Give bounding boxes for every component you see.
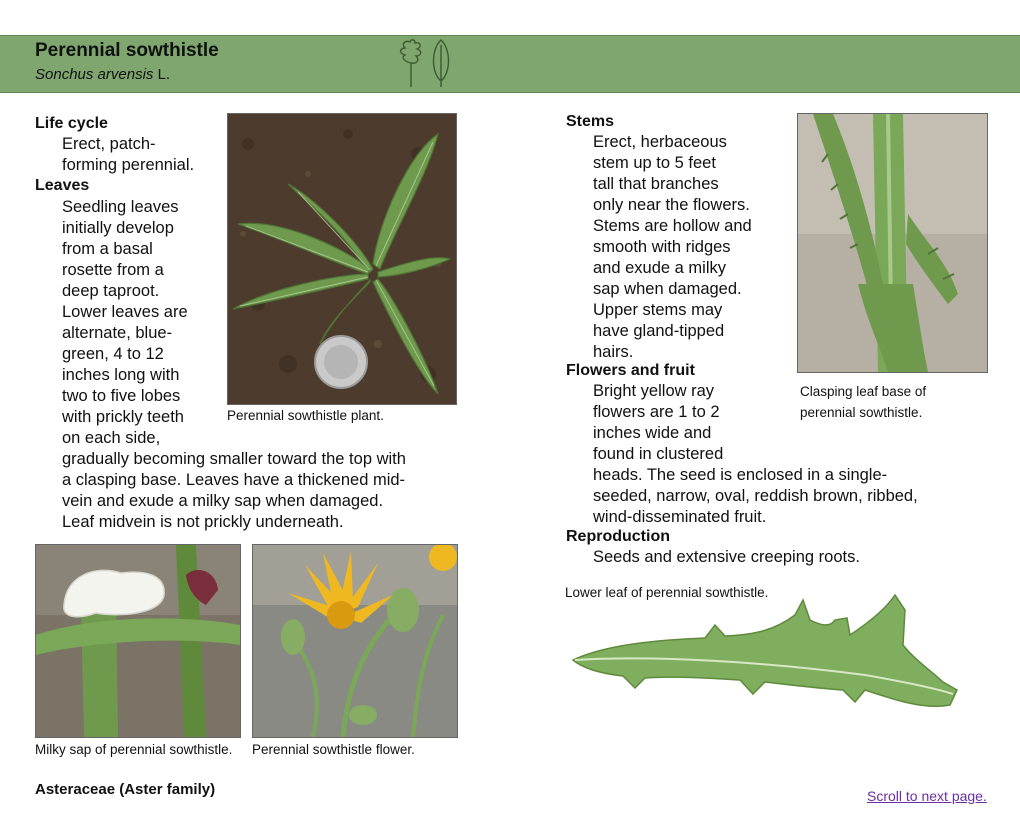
- text-line: forming perennial.: [62, 156, 195, 174]
- text-line: and exude a milky: [593, 259, 726, 277]
- reproduction-text: [593, 547, 860, 568]
- text-line: flowers are 1 to 2: [593, 403, 720, 421]
- flowers-heading: Flowers and fruit: [566, 362, 695, 379]
- stems-heading: Stems: [566, 113, 615, 130]
- reproduction-heading: Reproduction: [566, 528, 670, 545]
- scroll-next-link[interactable]: Scroll to next page.: [867, 788, 987, 804]
- milky-sap-photo: [35, 544, 241, 738]
- text-line: stem up to 5 feet: [593, 154, 716, 172]
- caption-line: perennial sowthistle.: [800, 405, 923, 420]
- text-line: deep taproot.: [62, 282, 160, 300]
- text-line: sap when damaged.: [593, 280, 742, 298]
- page-title: Perennial sowthistle: [35, 40, 219, 61]
- text-line: rosette from a: [62, 261, 164, 279]
- clasping-caption: [800, 381, 926, 423]
- caption-line: Clasping leaf base of: [800, 384, 927, 399]
- text-line: vein and exude a milky sap when damaged.: [62, 492, 384, 510]
- dandelion-leaf-icon: [401, 40, 421, 87]
- text-line: inches long with: [62, 366, 180, 384]
- text-line: Erect, herbaceous: [593, 133, 727, 151]
- text-line: tall that branches: [593, 175, 719, 193]
- text-line: inches wide and: [593, 424, 712, 442]
- milky-sap-caption: Milky sap of perennial sowthistle.: [35, 742, 233, 757]
- text-line: have gland-tipped: [593, 322, 725, 340]
- text-line: Erect, patch-: [62, 135, 156, 153]
- text-line: wind-disseminated fruit.: [593, 508, 767, 526]
- leaves-heading: Leaves: [35, 177, 90, 194]
- text-line: green, 4 to 12: [62, 345, 164, 363]
- plant-photo: [227, 113, 457, 405]
- scientific-name: [35, 66, 170, 83]
- life-cycle-text: [62, 134, 194, 176]
- text-line: with prickly teeth: [62, 408, 184, 426]
- text-line: alternate, blue-: [62, 324, 173, 342]
- life-cycle-heading: Life cycle: [35, 115, 108, 132]
- text-line: Lower leaves are: [62, 303, 188, 321]
- flower-caption: Perennial sowthistle flower.: [252, 742, 415, 757]
- text-line: only near the flowers.: [593, 196, 750, 214]
- clasping-stem-photo: [797, 113, 988, 373]
- text-line: on each side,: [62, 429, 161, 447]
- text-line: a clasping base. Leaves have a thickened mid-: [62, 471, 406, 489]
- text-line: gradually becoming smaller toward the top with: [62, 450, 406, 468]
- text-line: two to five lobes: [62, 387, 181, 405]
- text-line: smooth with ridges: [593, 238, 731, 256]
- text-line: Leaf midvein is not prickly underneath.: [62, 513, 344, 531]
- text-line: Seeds and extensive creeping roots.: [593, 548, 860, 566]
- family-label: Asteraceae (Aster family): [35, 781, 216, 798]
- text-line: Bright yellow ray: [593, 382, 715, 400]
- text-line: Upper stems may: [593, 301, 723, 319]
- stems-text: [593, 132, 752, 363]
- scientific-author: L.: [153, 66, 171, 83]
- oval-leaf-icon: [434, 40, 449, 87]
- scientific-binomial: Sonchus arvensis: [35, 66, 154, 83]
- text-line: from a basal: [62, 240, 153, 258]
- text-line: found in clustered: [593, 445, 724, 463]
- leaf-logo-icon: [393, 37, 463, 89]
- lower-leaf-image: [565, 590, 965, 740]
- text-line: hairs.: [593, 343, 634, 361]
- text-line: heads. The seed is enclosed in a single-: [593, 466, 888, 484]
- plant-caption: Perennial sowthistle plant.: [227, 408, 384, 423]
- flower-photo: [252, 544, 458, 738]
- text-line: initially develop: [62, 219, 174, 237]
- text-line: seeded, narrow, oval, reddish brown, ribbed,: [593, 487, 918, 505]
- text-line: Seedling leaves: [62, 198, 179, 216]
- text-line: Stems are hollow and: [593, 217, 752, 235]
- lower-leaf-caption: Lower leaf of perennial sowthistle.: [565, 585, 769, 600]
